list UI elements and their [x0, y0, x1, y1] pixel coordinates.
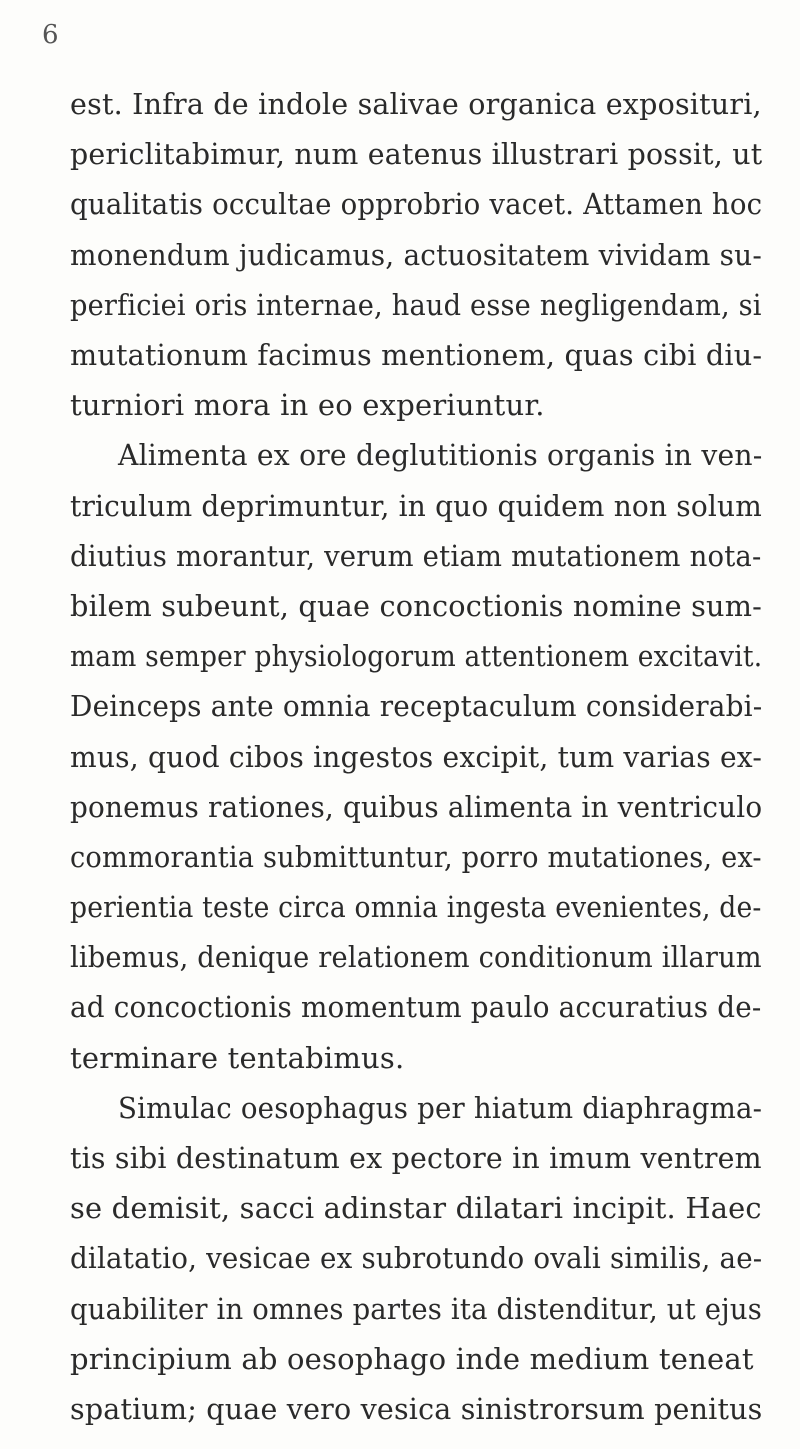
text-line: bilem subeunt, quae concoctionis nomine sum-: [70, 589, 763, 623]
text-line: mam semper physiologorum attentionem excitavit.: [70, 639, 763, 673]
text-line: turniori mora in eo experiuntur.: [70, 388, 545, 422]
text-line: se demisit, sacci adinstar dilatari incipit. Haec: [70, 1191, 762, 1225]
text-line: terminare tentabimus.: [70, 1041, 405, 1075]
text-line: Simulac oesophagus per hiatum diaphragma-: [118, 1091, 763, 1125]
text-line: monendum judicamus, actuositatem vividam su-: [70, 238, 762, 272]
text-line: perficiei oris internae, haud esse negligendam, si: [70, 288, 762, 322]
text-line: triculum deprimuntur, in quo quidem non solum: [70, 489, 762, 523]
text-line: libemus, denique relationem conditionum illarum: [70, 940, 762, 974]
text-line: ad concoctionis momentum paulo accuratius de-: [70, 990, 762, 1024]
text-line: spatium; quae vero vesica sinistrorsum penitus: [70, 1392, 763, 1426]
text-line: Deinceps ante omnia receptaculum considerabi-: [70, 689, 763, 723]
text-line: principium ab oesophago inde medium teneat: [70, 1342, 754, 1376]
page-number: 6: [42, 20, 59, 50]
text-line: periclitabimur, num eatenus illustrari possit, ut: [70, 137, 763, 171]
text-line: ponemus rationes, quibus alimenta in ventriculo: [70, 790, 763, 824]
text-line: diutius morantur, verum etiam mutationem nota-: [70, 539, 762, 573]
text-line: est. Infra de indole salivae organica exposituri,: [70, 87, 762, 121]
text-line: Alimenta ex ore deglutitionis organis in ven-: [118, 438, 763, 472]
text-line: qualitatis occultae opprobrio vacet. Attamen hoc: [70, 187, 763, 221]
text-line: mutationum facimus mentionem, quas cibi diu-: [70, 338, 763, 372]
text-line: mus, quod cibos ingestos excipit, tum varias ex-: [70, 740, 763, 774]
text-line: perientia teste circa omnia ingesta evenientes, de-: [70, 890, 762, 924]
text-line: tis sibi destinatum ex pectore in imum ventrem: [70, 1141, 762, 1175]
text-line: dilatatio, vesicae ex subrotundo ovali similis, ae-: [70, 1241, 763, 1275]
text-line: quabiliter in omnes partes ita distenditur, ut ejus: [70, 1292, 762, 1326]
text-line: commorantia submittuntur, porro mutationes, ex-: [70, 840, 762, 874]
